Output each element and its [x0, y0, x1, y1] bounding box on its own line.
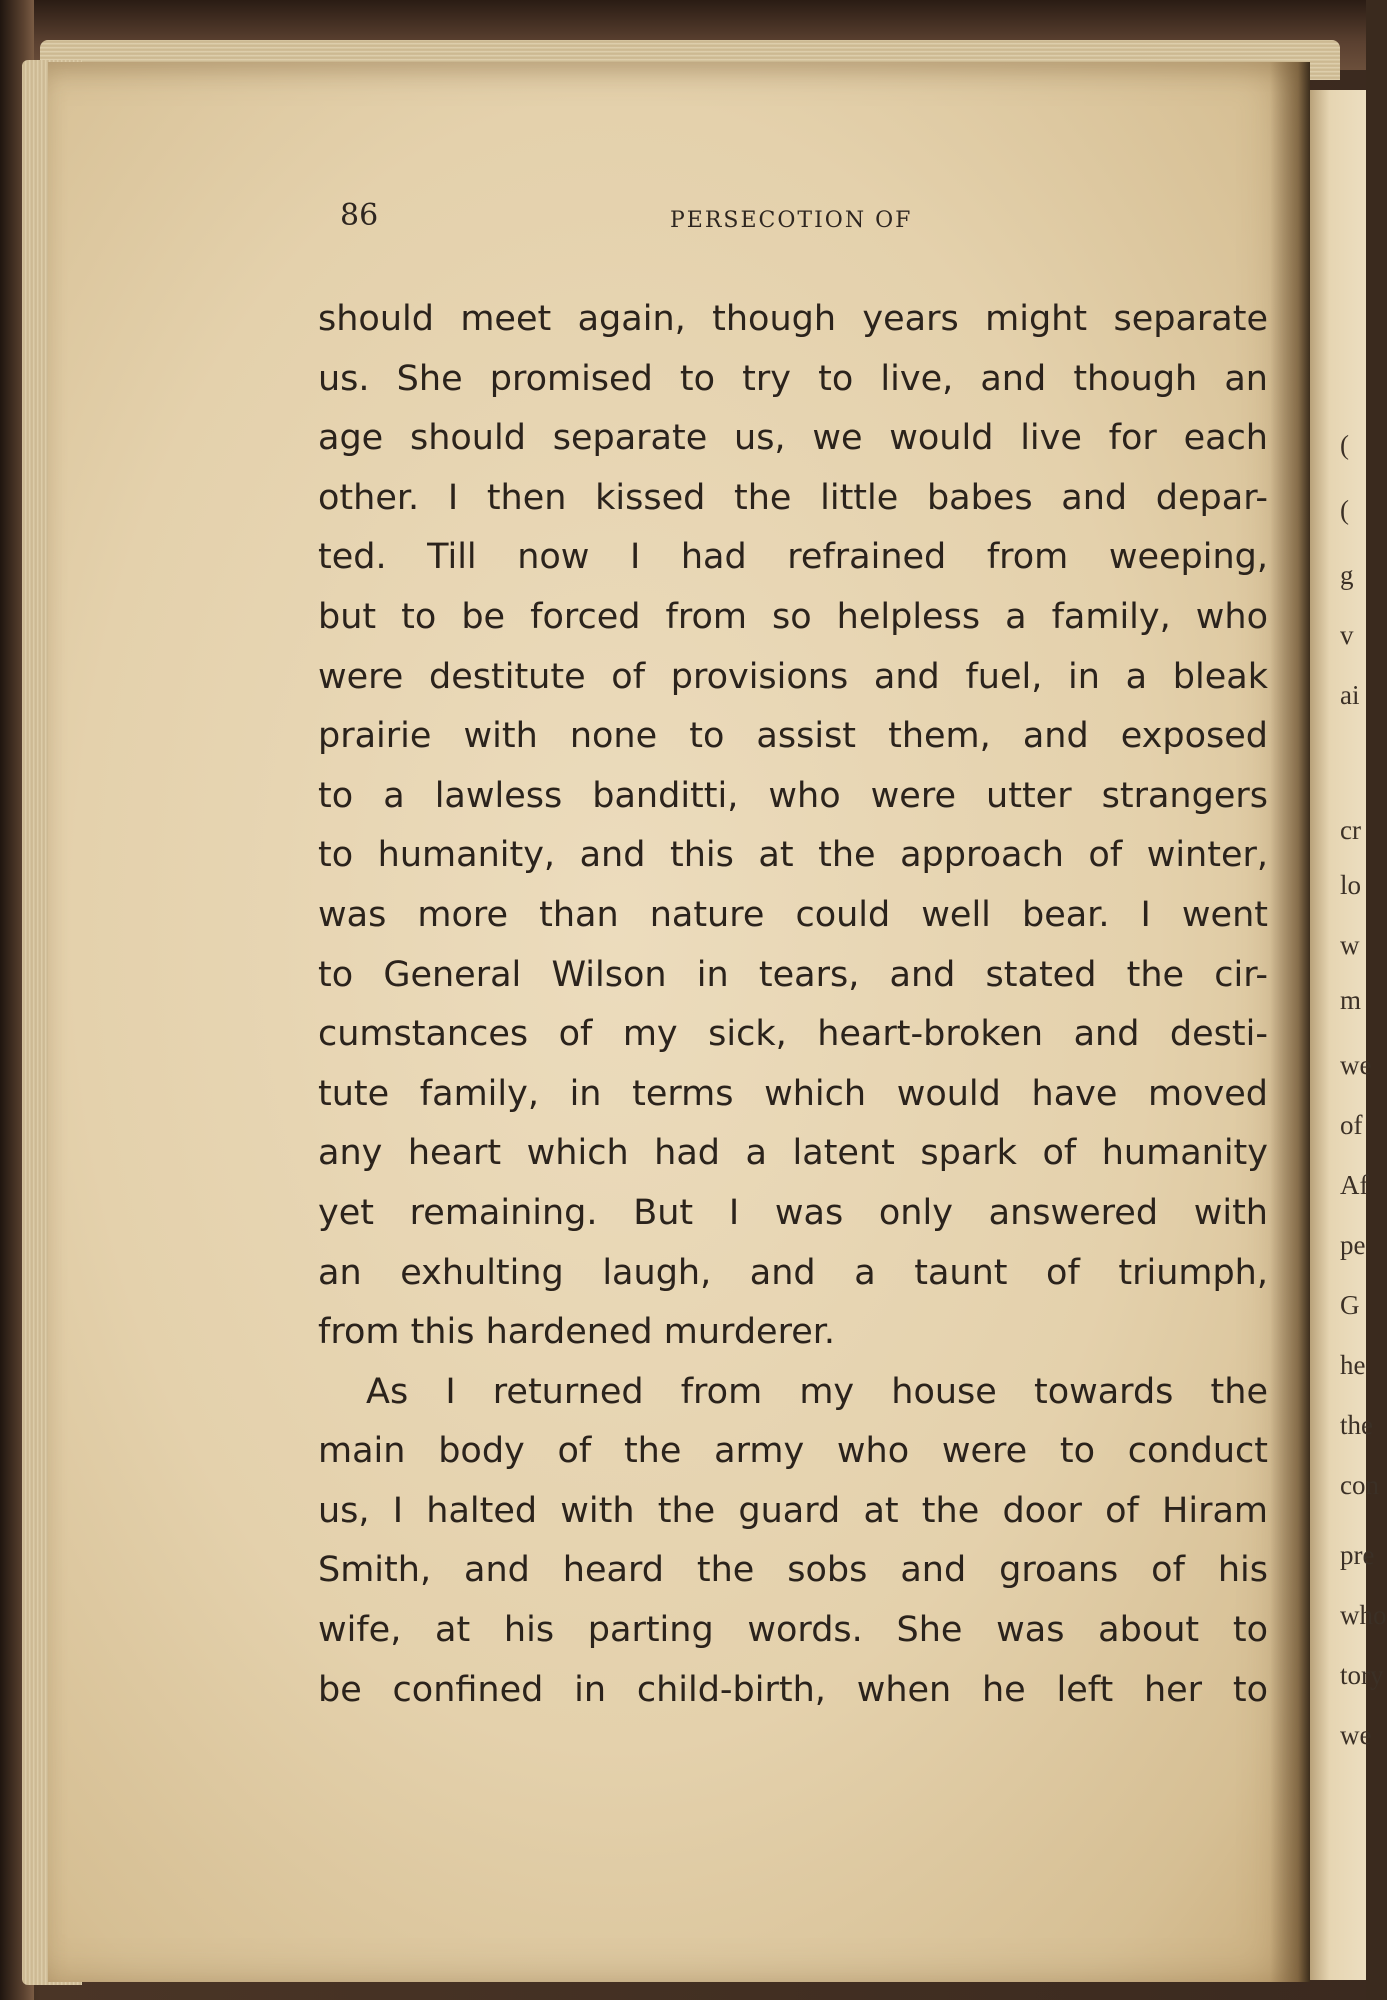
text-line: other. I then kissed the little babes and depar- — [318, 477, 1268, 518]
facing-page-fragment: con — [1340, 1470, 1379, 1500]
text-line: main body of the army who were to conduct — [318, 1431, 1268, 1472]
facing-page-fragment: ai — [1340, 680, 1360, 710]
text-line: Smith, and heard the sobs and groans of his — [318, 1550, 1268, 1591]
facing-page-fragment: G — [1340, 1290, 1360, 1320]
facing-page-fragment: of — [1340, 1110, 1363, 1140]
text-line: tute family, in terms which would have moved — [318, 1073, 1268, 1114]
text-line: wife, at his parting words. She was about to — [318, 1610, 1268, 1651]
text-line: yet remaining. But I was only answered with — [318, 1192, 1268, 1233]
facing-page-fragment: ( — [1340, 495, 1349, 525]
facing-page-fragment: tory — [1340, 1660, 1384, 1690]
text-line: prairie with none to assist them, and exposed — [318, 716, 1268, 757]
facing-page-fragment: who — [1340, 1600, 1387, 1630]
text-line: was more than nature could well bear. I went — [318, 894, 1268, 935]
text-line: an exhulting laugh, and a taunt of triumph, — [318, 1252, 1268, 1293]
text-line: ted. Till now I had refrained from weeping, — [318, 537, 1268, 578]
facing-page-fragment: lo — [1340, 870, 1362, 900]
body-text — [318, 290, 1268, 1720]
facing-page-fragment: he — [1340, 1350, 1366, 1380]
text-line: be confined in child-birth, when he left her to — [318, 1669, 1268, 1710]
text-line: age should separate us, we would live for each — [318, 418, 1268, 459]
text-line: cumstances of my sick, heart-broken and desti- — [318, 1014, 1268, 1055]
facing-page-edge — [1310, 90, 1366, 1980]
text-line: to humanity, and this at the approach of winter, — [318, 835, 1268, 876]
text-line: should meet again, though years might separate — [318, 299, 1268, 339]
text-line: us, I halted with the guard at the door of Hiram — [318, 1490, 1268, 1531]
text-line: were destitute of provisions and fuel, in a bleak — [318, 656, 1268, 697]
text-line: us. She promised to try to live, and though an — [318, 358, 1268, 399]
page-gutter-shadow — [1270, 62, 1310, 1982]
text-line: any heart which had a latent spark of humanity — [318, 1133, 1268, 1174]
facing-page-fragment: pe — [1340, 1230, 1366, 1260]
facing-page-fragment: cr — [1340, 815, 1361, 845]
facing-page-fragment: we — [1340, 1050, 1372, 1080]
text-line: As I returned from my house towards the — [366, 1371, 1268, 1412]
facing-page-fragment: we — [1340, 1720, 1372, 1750]
text-line: from this hardened murderer. — [318, 1312, 836, 1353]
running-title: PERSECOTION OF — [670, 208, 913, 233]
facing-page-fragment: m — [1340, 985, 1362, 1015]
text-line: to General Wilson in tears, and stated the cir- — [318, 954, 1268, 995]
text-line: to a lawless banditti, who were utter strangers — [318, 775, 1268, 816]
facing-page-fragment: Af — [1340, 1170, 1369, 1200]
facing-page-fragment: the — [1340, 1410, 1373, 1440]
facing-page-fragment: ( — [1340, 430, 1349, 460]
facing-page-fragment: pre — [1340, 1540, 1375, 1570]
page-number: 86 — [340, 198, 379, 233]
facing-page-fragment: v — [1340, 620, 1354, 650]
facing-page-fragment: g — [1340, 560, 1354, 590]
text-line: but to be forced from so helpless a family, who — [318, 596, 1268, 637]
facing-page-fragment: w — [1340, 930, 1360, 960]
